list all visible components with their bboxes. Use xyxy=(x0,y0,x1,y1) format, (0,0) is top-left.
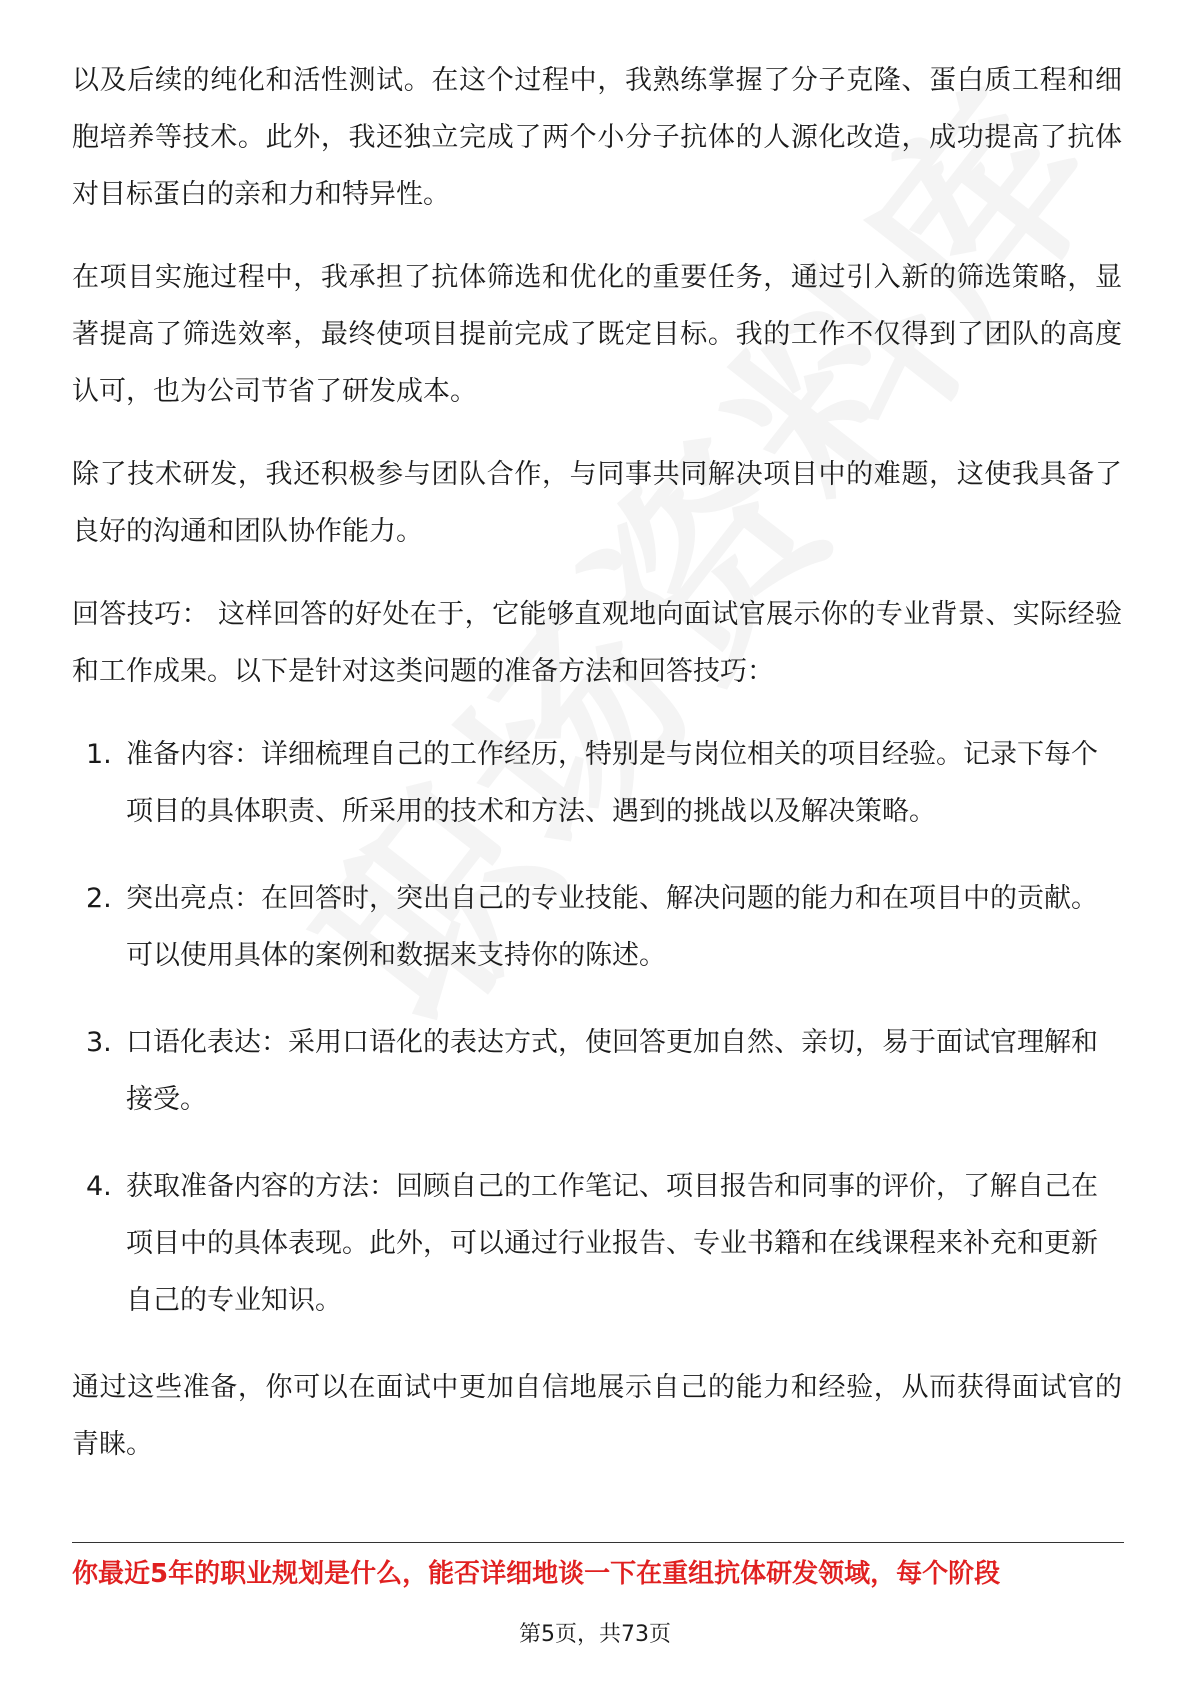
page-number-footer: 第5页，共73页 xyxy=(519,1622,671,1647)
list-item xyxy=(72,870,1122,984)
document-body xyxy=(72,52,1122,1499)
list-item-number: 1. xyxy=(86,739,112,770)
section-divider xyxy=(72,1542,1124,1543)
list-item-number: 4. xyxy=(86,1171,112,1202)
list-item xyxy=(72,1014,1122,1128)
list-item xyxy=(72,1158,1122,1329)
list-item-text: 口语化表达：采用口语化的表达方式，使回答更加自然、亲切，易于面试官理解和接受。 xyxy=(126,1027,1098,1115)
tips-list xyxy=(72,726,1122,1329)
paragraph-technical-skills: 以及后续的纯化和活性测试。在这个过程中，我熟练掌握了分子克隆、蛋白质工程和细胞培养等技术。此外，我还独立完成了两个小分子抗体的人源化改造，成功提高了抗体对目标蛋白的亲和力和特异性。 xyxy=(72,65,1122,210)
next-question-heading: 你最近5年的职业规划是什么，能否详细地谈一下在重组抗体研发领域，每个阶段 xyxy=(72,1559,1001,1589)
list-item-number: 3. xyxy=(86,1027,112,1058)
list-item-number: 2. xyxy=(86,883,112,914)
paragraph-answer-tips: 回答技巧： 这样回答的好处在于，它能够直观地向面试官展示你的专业背景、实际经验和工作成果。以下是针对这类问题的准备方法和回答技巧： xyxy=(72,599,1122,687)
list-item xyxy=(72,726,1122,840)
list-item-text: 准备内容：详细梳理自己的工作经历，特别是与岗位相关的项目经验。记录下每个项目的具体职责、所采用的技术和方法、遇到的挑战以及解决策略。 xyxy=(126,739,1098,827)
paragraph-teamwork: 除了技术研发，我还积极参与团队合作，与同事共同解决项目中的难题，这使我具备了良好的沟通和团队协作能力。 xyxy=(72,459,1122,547)
paragraph-project-contribution: 在项目实施过程中，我承担了抗体筛选和优化的重要任务，通过引入新的筛选策略，显著提高了筛选效率，最终使项目提前完成了既定目标。我的工作不仅得到了团队的高度认可，也为公司节省了研发成本。 xyxy=(72,262,1122,407)
list-item-text: 获取准备内容的方法：回顾自己的工作笔记、项目报告和同事的评价，了解自己在项目中的具体表现。此外，可以通过行业报告、专业书籍和在线课程来补充和更新自己的专业知识。 xyxy=(126,1171,1098,1316)
paragraph-closing: 通过这些准备，你可以在面试中更加自信地展示自己的能力和经验，从而获得面试官的青睐。 xyxy=(72,1372,1122,1460)
list-item-text: 突出亮点：在回答时，突出自己的专业技能、解决问题的能力和在项目中的贡献。可以使用具体的案例和数据来支持你的陈述。 xyxy=(126,883,1098,971)
